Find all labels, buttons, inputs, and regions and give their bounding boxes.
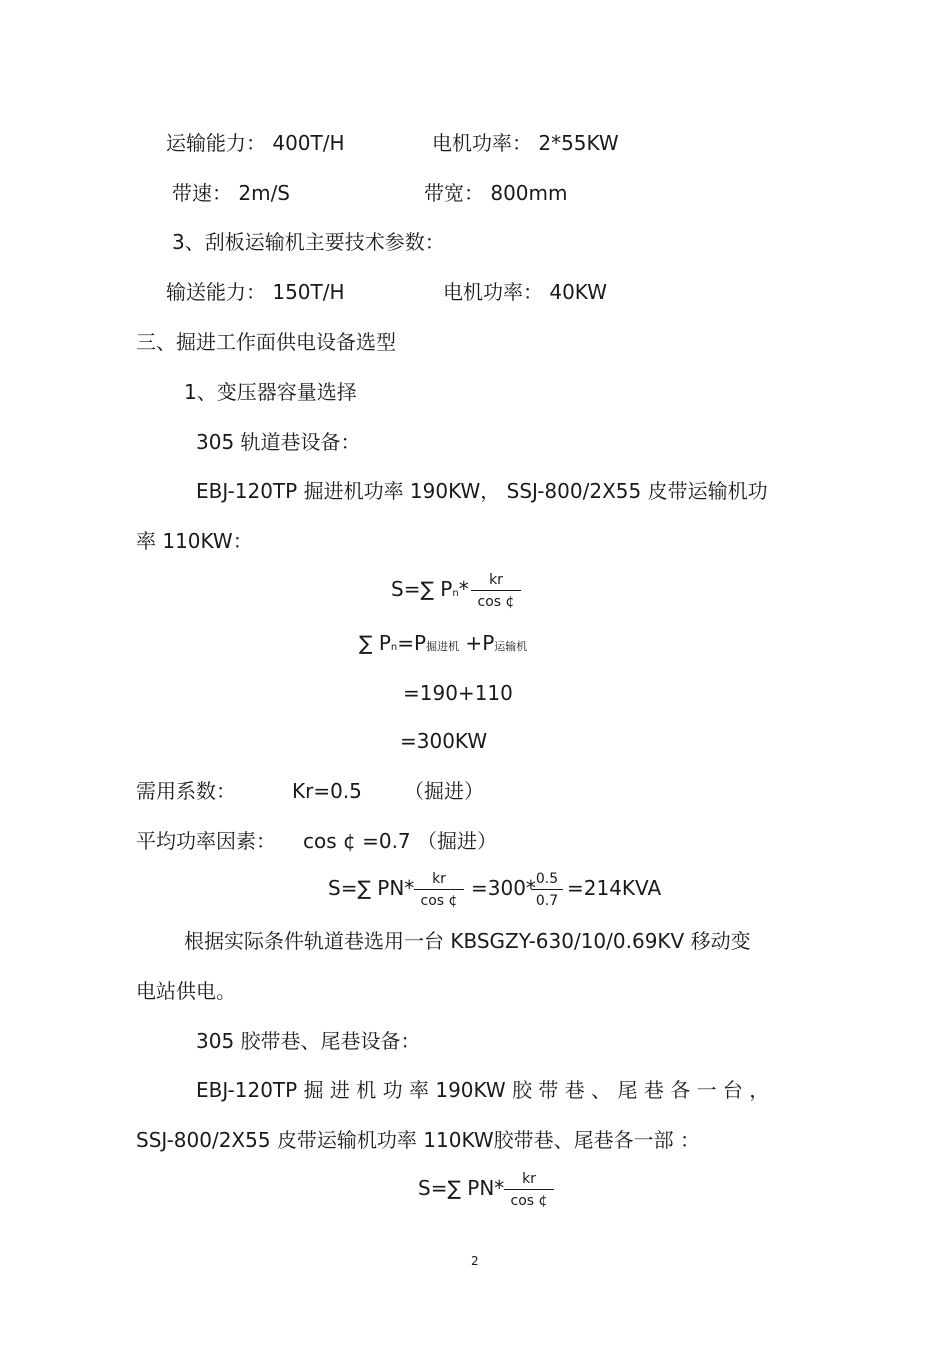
text-line: 带宽： 800mm — [424, 181, 568, 205]
paragraph-line: 根据实际条件轨道巷选用一台 KBSGZY-630/10/0.69KV 移动变 — [184, 929, 751, 953]
paragraph-line: 率 110KW： — [136, 529, 253, 553]
formula-left: S=∑ PN* — [328, 876, 415, 900]
paragraph-line: EBJ-120TP 掘进机功率 190KW， SSJ-800/2X55 皮带运输机功 — [196, 479, 768, 503]
formula-line: ∑ Pn=P掘进机 +P运输机 — [359, 631, 528, 655]
paragraph-line: SSJ-800/2X55 皮带运输机功率 110KW胶带巷、尾巷各一部 ： — [136, 1128, 701, 1152]
text-line: 需用系数： — [136, 779, 236, 803]
text-line: 电机功率： 40KW — [443, 280, 607, 304]
text-line: 平均功率因素： — [136, 829, 276, 853]
formula-left: S=∑ Pn* — [391, 577, 469, 601]
text-line: Kr=0.5 — [292, 779, 362, 803]
formula-left: S=∑ PN* — [418, 1176, 505, 1200]
formula-line: =300KW — [400, 729, 488, 753]
text-line: 305 胶带巷、尾巷设备： — [196, 1029, 421, 1053]
section-heading: 3、刮板运输机主要技术参数： — [172, 230, 445, 254]
section-heading: 三、掘进工作面供电设备选型 — [136, 330, 396, 354]
formula-line: =190+110 — [403, 681, 513, 705]
formula-right: =214KVA — [567, 876, 662, 900]
text-line: 电机功率： 2*55KW — [432, 131, 619, 155]
paragraph-line: 电站供电。 — [136, 979, 236, 1003]
text-line: cos ¢ =0.7 （掘进） — [303, 829, 498, 853]
fraction: 0.5 0.7 — [531, 871, 563, 909]
page-number: 2 — [471, 1254, 479, 1268]
text-line: 输送能力： 150T/H — [166, 280, 345, 304]
text-line: 运输能力： 400T/H — [166, 131, 345, 155]
text-line: （掘进） — [404, 779, 484, 803]
fraction: kr cos ¢ — [471, 572, 521, 610]
fraction: kr cos ¢ — [414, 871, 464, 909]
subsection-heading: 1、变压器容量选择 — [184, 380, 357, 404]
formula-mid: =300* — [471, 876, 536, 900]
paragraph-line: EBJ-120TP 掘 进 机 功 率 190KW 胶 带 巷 、 尾 巷 各 一 台 ， — [196, 1078, 770, 1102]
text-line: 带速： 2m/S — [172, 181, 290, 205]
fraction: kr cos ¢ — [504, 1171, 554, 1209]
text-line: 305 轨道巷设备： — [196, 430, 361, 454]
